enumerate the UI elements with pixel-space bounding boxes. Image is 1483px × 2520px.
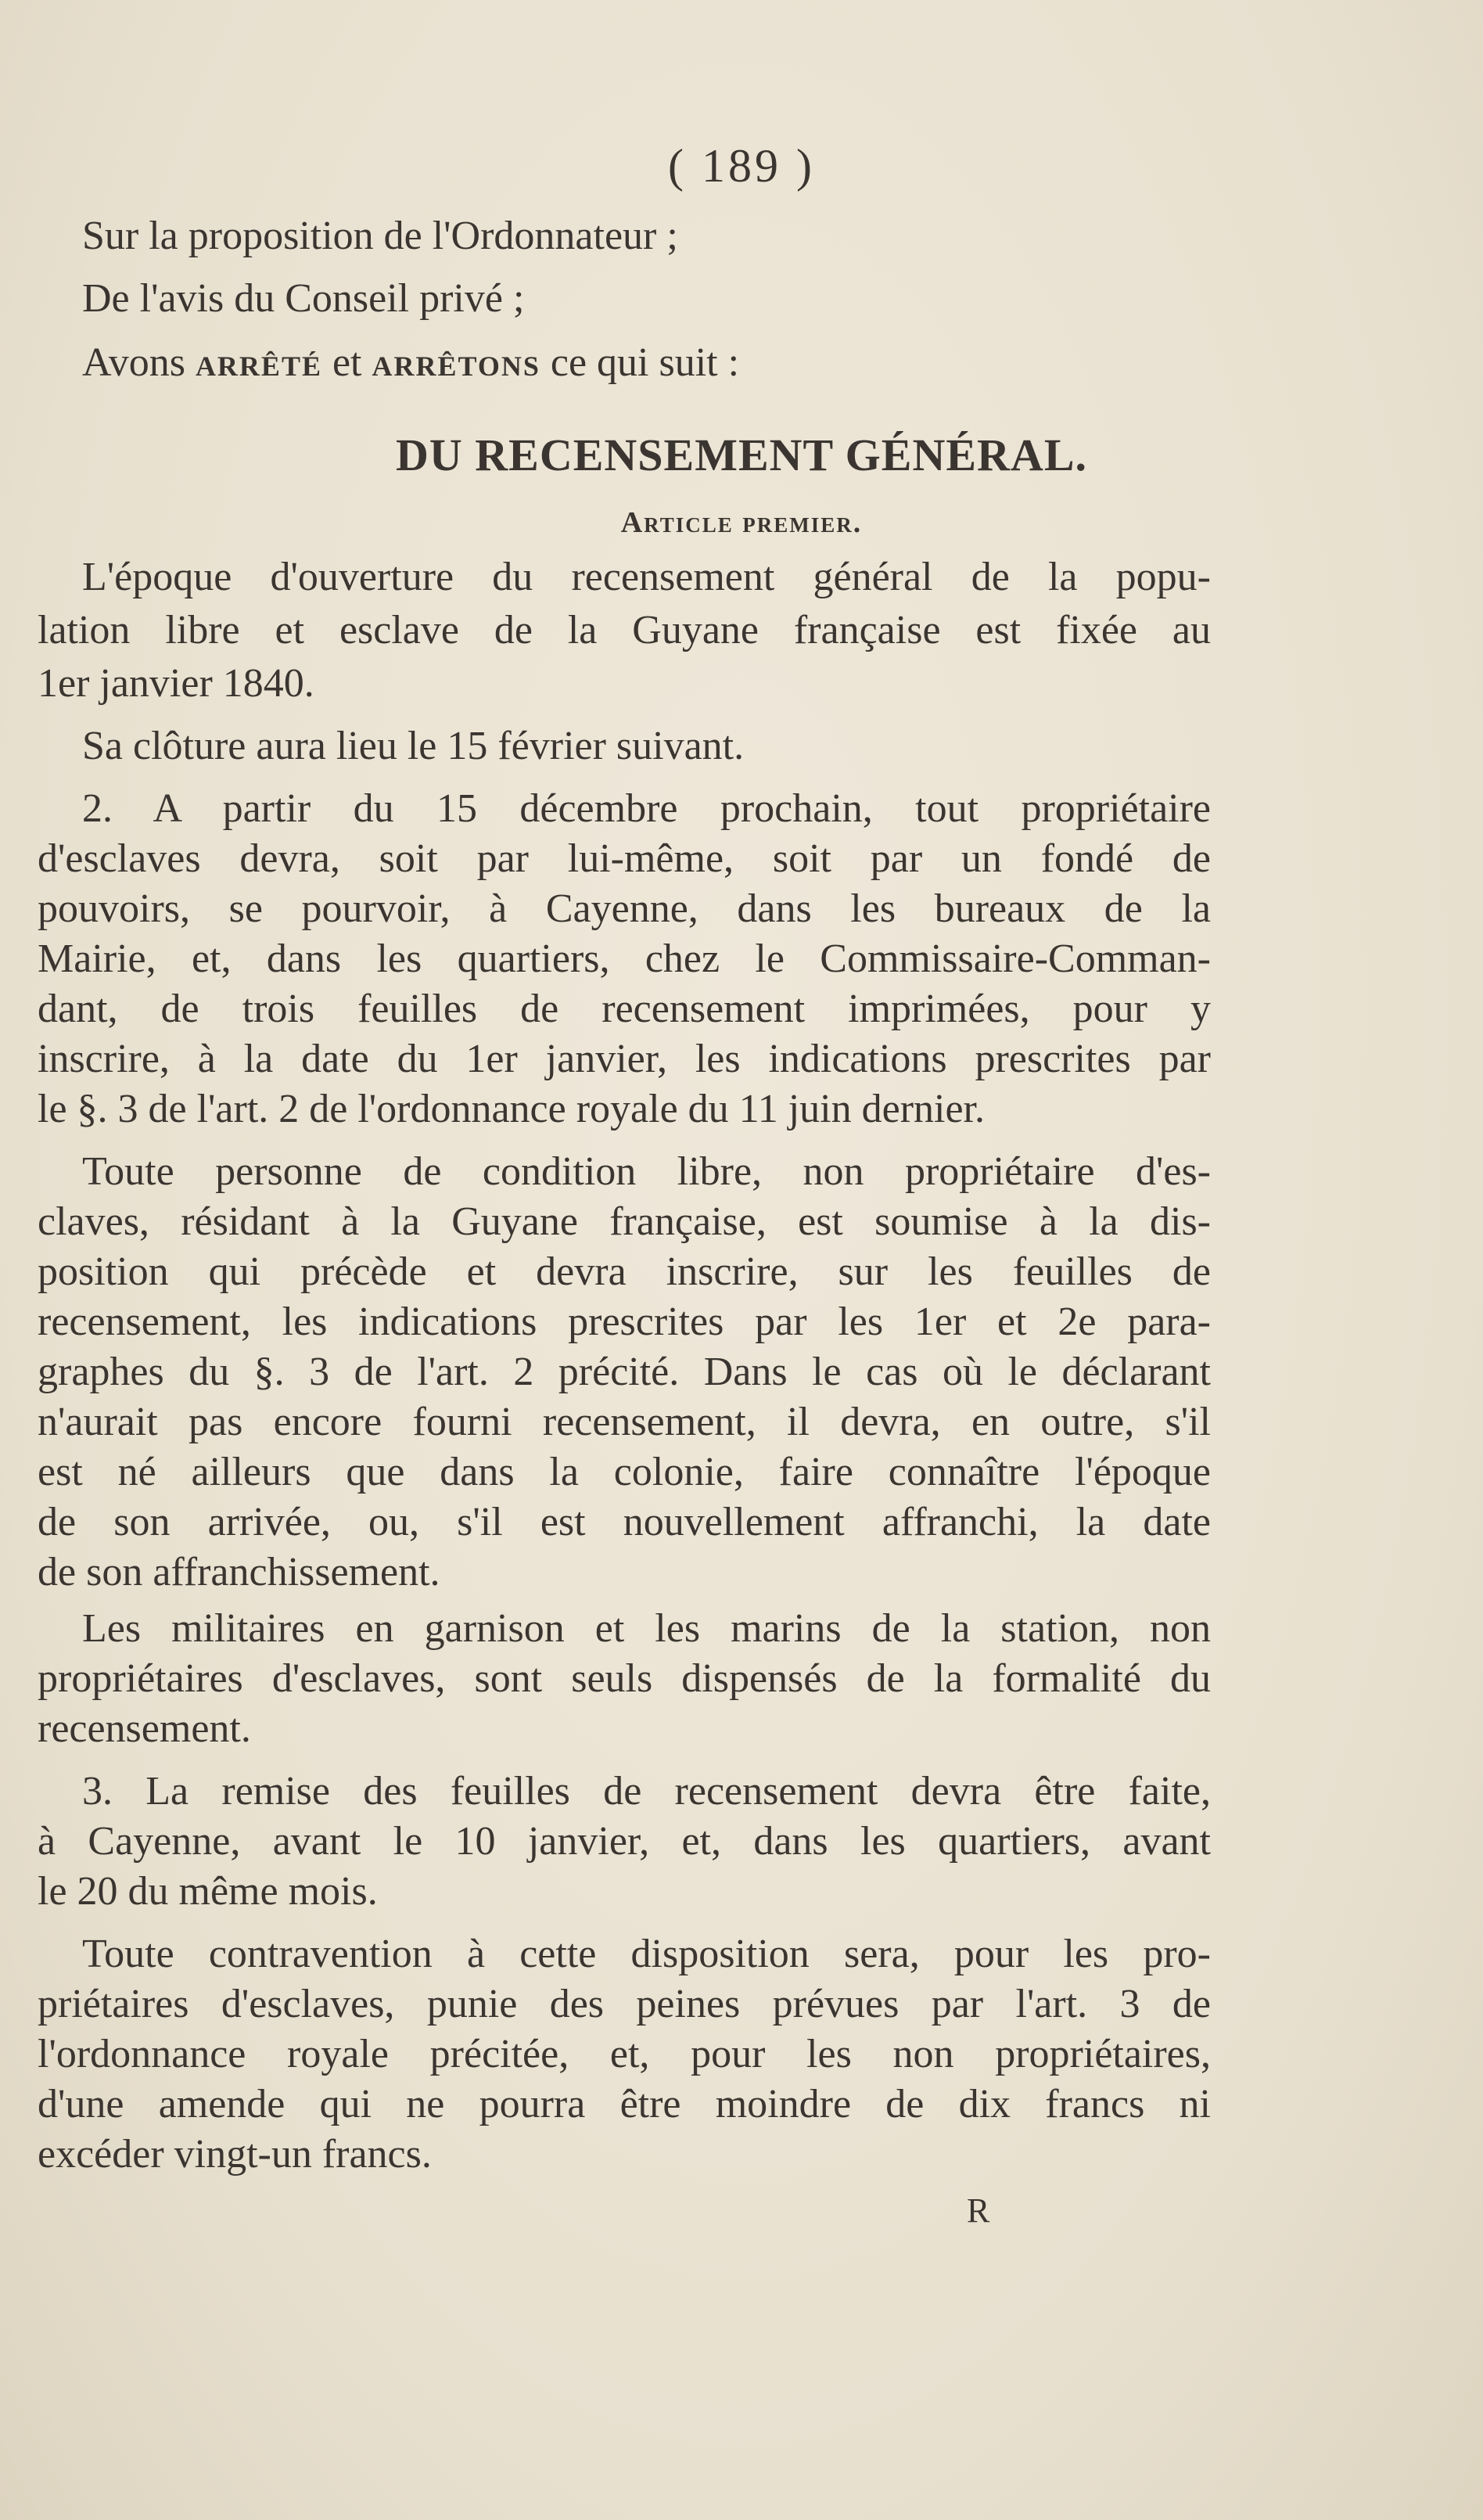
preamble-ce-qui-suit: ce qui suit : <box>550 340 740 385</box>
paragraph-line: à Cayenne, avant le 10 janvier, et, dans les quartiers, avant <box>38 1819 1211 1864</box>
preamble-arretons: arrêtons <box>372 340 540 385</box>
paragraph-line: excéder vingt-un francs. <box>38 2132 432 2177</box>
paragraph-line: 2. A partir du 15 décembre prochain, tout propriétaire <box>82 786 1211 831</box>
paragraph-line: Mairie, et, dans les quartiers, chez le Commissaire-Comman- <box>38 936 1211 981</box>
section-title: DU RECENSEMENT GÉNÉRAL. <box>395 430 1088 480</box>
paragraph-line: priétaires d'esclaves, punie des peines prévues par l'art. 3 de <box>38 1982 1211 2026</box>
signature-mark: R <box>967 2191 990 2230</box>
preamble-et: et <box>332 340 362 385</box>
paragraph-line: lation libre et esclave de la Guyane française est fixée au <box>38 608 1211 652</box>
paragraph-line: Les militaires en garnison et les marins de la station, non <box>82 1606 1211 1651</box>
paragraph-line: le 20 du même mois. <box>38 1869 378 1914</box>
paragraph-line: est né ailleurs que dans la colonie, faire connaître l'époque <box>38 1450 1211 1494</box>
paragraph-line: Sa clôture aura lieu le 15 février suivant. <box>82 724 745 768</box>
paragraph-line: propriétaires d'esclaves, sont seuls dispensés de la formalité du <box>38 1656 1211 1701</box>
preamble-line-1: Sur la proposition de l'Ordonnateur ; <box>82 214 678 258</box>
preamble-line-2: De l'avis du Conseil privé ; <box>82 276 525 321</box>
page-number: ( 189 ) <box>668 140 815 192</box>
paragraph-line: graphes du §. 3 de l'art. 2 précité. Dans le cas où le déclarant <box>38 1350 1211 1394</box>
preamble-arrete: arrêté <box>195 340 322 385</box>
paragraph-line: de son arrivée, ou, s'il est nouvellement affranchi, la date <box>38 1500 1211 1544</box>
preamble-avons: Avons <box>82 340 185 385</box>
paragraph-line: L'époque d'ouverture du recensement général de la popu- <box>82 555 1211 599</box>
paragraph-line: pouvoirs, se pourvoir, à Cayenne, dans les bureaux de la <box>38 886 1211 931</box>
paragraph-line: recensement. <box>38 1706 251 1751</box>
paragraph-line: de son affranchissement. <box>38 1550 440 1594</box>
paragraph-line: position qui précède et devra inscrire, sur les feuilles de <box>38 1249 1211 1294</box>
paragraph-line: l'ordonnance royale précitée, et, pour les non propriétaires, <box>38 2032 1211 2076</box>
paragraph-line: Toute contravention à cette disposition sera, pour les pro- <box>82 1932 1211 1976</box>
paragraph-line: 1er janvier 1840. <box>38 661 314 706</box>
paragraph-line: n'aurait pas encore fourni recensement, il devra, en outre, s'il <box>38 1400 1211 1444</box>
preamble-line-3 <box>82 338 739 388</box>
paragraph-line: 3. La remise des feuilles de recensement devra être faite, <box>82 1769 1211 1814</box>
paragraph-line: inscrire, à la date du 1er janvier, les indications prescrites par <box>38 1037 1211 1081</box>
article-title: Article premier. <box>620 506 863 539</box>
paragraph-line: d'esclaves devra, soit par lui-même, soit par un fondé de <box>38 836 1211 881</box>
paragraph-line: d'une amende qui ne pourra être moindre de dix francs ni <box>38 2082 1211 2126</box>
paragraph-line: dant, de trois feuilles de recensement imprimées, pour y <box>38 987 1211 1031</box>
paragraph-line: recensement, les indications prescrites par les 1er et 2e para- <box>38 1300 1211 1344</box>
paragraph-line: Toute personne de condition libre, non propriétaire d'es- <box>82 1149 1211 1194</box>
paragraph-line: claves, résidant à la Guyane française, est soumise à la dis- <box>38 1199 1211 1244</box>
paragraph-line: le §. 3 de l'art. 2 de l'ordonnance royale du 11 juin dernier. <box>38 1087 985 1131</box>
